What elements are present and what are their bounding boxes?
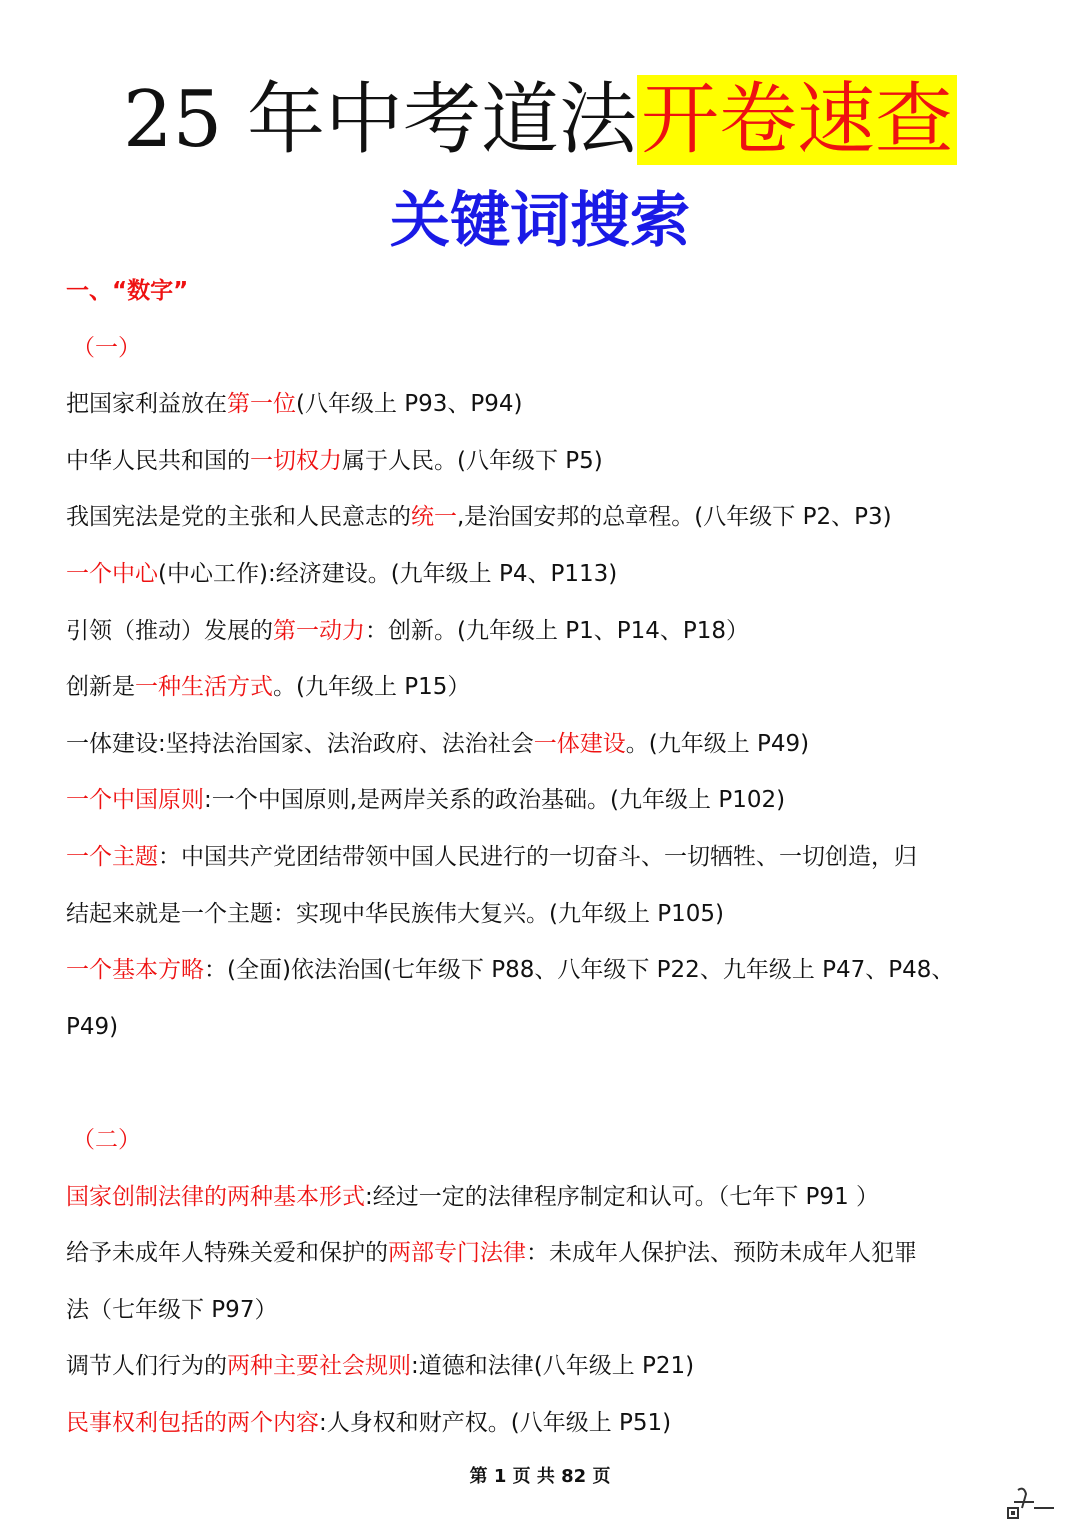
keyword-highlight: 两部专门法律 — [388, 1240, 526, 1267]
title-main: 25 年中考道法 — [122, 75, 638, 165]
blank-line — [66, 1055, 1026, 1112]
keyword-highlight: 国家创制法律的两种基本形式 — [66, 1183, 365, 1210]
keyword-highlight: 一种生活方式 — [135, 674, 273, 701]
text-line — [66, 433, 1026, 490]
line-text: ,是治国安邦的总章程。(八年级下 P2、P3) — [457, 504, 892, 531]
line-text: 引领（推动）发展的 — [66, 617, 273, 644]
text-line — [66, 1169, 1026, 1226]
keyword-highlight: 一体建设 — [533, 730, 626, 757]
keyword-highlight: 两种主要社会规则 — [227, 1353, 411, 1380]
line-text: ：中国共产党团结带领中国人民进行的一切奋斗、一切牺牲、一切创造，归 — [158, 843, 917, 870]
line-text: 我国宪法是党的主张和人民意志的 — [66, 504, 411, 531]
keyword-highlight: 一、“数字” — [66, 278, 189, 304]
text-line — [66, 886, 1026, 943]
keyword-highlight: 统一 — [411, 504, 457, 531]
line-text: 调节人们行为的 — [66, 1353, 227, 1380]
line-text: (中心工作):经济建设。(九年级上 P4、P113) — [158, 560, 618, 587]
line-text: 一体建设:坚持法治国家、法治政府、法治社会 — [66, 730, 534, 757]
watermark-icon — [1004, 1482, 1058, 1522]
keyword-highlight: 民事权利包括的两个内容 — [66, 1409, 319, 1436]
subsection-heading — [66, 320, 1026, 377]
keyword-highlight: 第一动力 — [273, 617, 365, 644]
keyword-highlight: 一个基本方略 — [66, 957, 204, 984]
text-line — [66, 999, 1026, 1056]
line-text: (八年级上 P93、P94) — [296, 391, 523, 418]
line-text: 法（七年级下 P97） — [66, 1296, 278, 1323]
text-line — [66, 603, 1026, 660]
document-body — [66, 263, 1026, 1451]
page-number-footer: 第 1 页 共 82 页 — [469, 1466, 611, 1487]
keyword-highlight: 一个主题 — [66, 843, 158, 870]
line-text: ：未成年人保护法、预防未成年人犯罪 — [526, 1240, 917, 1267]
keyword-highlight: 一个中心 — [66, 560, 158, 587]
line-text: :道德和法律(八年级上 P21) — [411, 1353, 695, 1380]
text-line — [66, 546, 1026, 603]
line-text: 属于人民。(八年级下 P5) — [342, 447, 603, 474]
line-text: 。(九年级上 P49) — [625, 730, 810, 757]
section-heading — [66, 263, 1026, 320]
line-text: :人身权和财产权。(八年级上 P51) — [319, 1409, 672, 1436]
line-text: ：创新。(九年级上 P1、P14、P18） — [365, 617, 750, 644]
text-line — [66, 716, 1026, 773]
keyword-highlight: （一） — [72, 334, 141, 361]
text-line — [66, 659, 1026, 716]
text-line — [66, 772, 1026, 829]
line-text: 给予未成年人特殊关爱和保护的 — [66, 1240, 388, 1267]
text-line — [66, 1225, 1026, 1282]
line-text: 中华人民共和国的 — [66, 447, 250, 474]
text-line — [66, 376, 1026, 433]
line-text: 结起来就是一个主题：实现中华民族伟大复兴。(九年级上 P105) — [66, 900, 725, 927]
document-title — [0, 62, 1080, 178]
text-line — [66, 1395, 1026, 1452]
title-highlight: 开卷速查 — [637, 75, 957, 165]
line-text: :经过一定的法律程序制定和认可。（七年下 P91 ） — [365, 1183, 880, 1210]
text-line — [66, 942, 1026, 999]
text-line — [66, 489, 1026, 546]
keyword-highlight: 一个中国原则 — [66, 787, 204, 814]
keyword-highlight: （二） — [72, 1126, 141, 1153]
keyword-highlight: 一切权力 — [250, 447, 342, 474]
subsection-heading — [66, 1112, 1026, 1169]
line-text: 把国家利益放在 — [66, 391, 227, 418]
text-line — [66, 1338, 1026, 1395]
line-text: :一个中国原则,是两岸关系的政治基础。(九年级上 P102) — [204, 787, 786, 814]
text-line — [66, 1282, 1026, 1339]
document-subtitle: 关键词搜索 — [390, 186, 690, 256]
line-text: P49) — [66, 1013, 119, 1040]
keyword-highlight: 第一位 — [227, 391, 296, 418]
line-text: 创新是 — [66, 674, 135, 701]
line-text: 。(九年级上 P15） — [273, 674, 471, 701]
line-text: ：(全面)依法治国(七年级下 P88、八年级下 P22、九年级上 P47、P48、 — [204, 957, 955, 984]
text-line — [66, 829, 1026, 886]
